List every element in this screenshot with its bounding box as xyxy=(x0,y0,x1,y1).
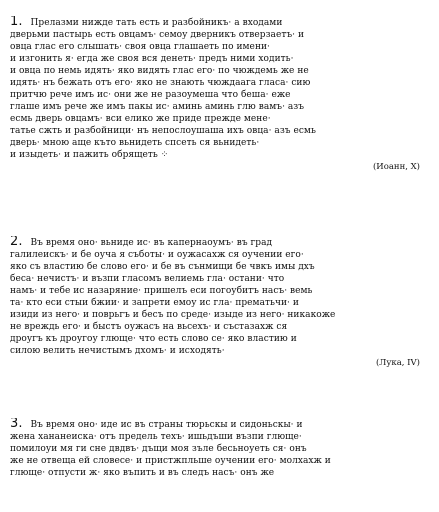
passage-number: 2. xyxy=(10,236,23,249)
passage-line: беса· нечистъ· и възпи гласомъ велиемь гла· остани· что xyxy=(10,274,285,284)
passage-reference: (Лука, IV) xyxy=(375,358,420,368)
passage-number: 3. xyxy=(10,418,23,431)
passage-line: дверьми пастырь есть овцамъ· семоу дверникъ отверзаетъ· и xyxy=(10,30,304,40)
passage-line: яко съ властию бе слово его· и бе въ сънмищи бе чвкъ имы дхъ xyxy=(10,262,315,272)
passage-line: 3. Въ время оно· иде ис въ страны тюрьскы и сидоньскы· и xyxy=(10,418,303,431)
passage-reference: (Иоанн, Х) xyxy=(372,162,420,172)
passage-line: есмь дверь овцамъ· вси елико же приде прежде мене· xyxy=(10,114,271,124)
passage-line: идять· нъ бежать отъ его· яко не знають чюждаага гласа· сию xyxy=(10,78,311,88)
passage-line: дроугъ къ дроугоу глюще· что есть слово се· яко властию и xyxy=(10,334,297,344)
passage-line: изиди из него· и поврьгъ и бесъ по среде· изыде из него· никакоже xyxy=(10,310,336,320)
passage-line: жена хананеиска· отъ предель техъ· ишьдъши възпи глюще· xyxy=(10,432,302,442)
passage-line: 2. Въ время оно· вьниде ис· въ капернаоумъ· въ град xyxy=(10,236,273,249)
passage-line: глюще· отпусти ж· яко въпить и въ следъ насъ· онъ же xyxy=(10,468,275,478)
passage-line: 1. Прелазми нижде тать есть и разбойникъ· а входами xyxy=(10,16,283,29)
passage-line: не вреждь его· и быстъ оужасъ на вьсехъ· и състазахж ся xyxy=(10,322,288,332)
passage-line: притчю рече имъ ис· они же не разоумеша что беша· еже xyxy=(10,90,291,100)
passage-line: и изыдеть· и пажить обрящеть ⁘ xyxy=(10,150,169,160)
passage-1 xyxy=(10,16,432,173)
passage-line: та· кто еси стыи бжии· и запрети емоу ис гла· прематьчи· и xyxy=(10,298,299,308)
passage-number: 1. xyxy=(10,16,23,29)
passage-3 xyxy=(10,418,432,479)
passage-line: глаше имъ рече же имъ пакы ис· аминь аминь глю вамъ· азъ xyxy=(10,102,305,112)
passage-line: галилеискъ· и бе оуча я съботы· и оужасахж ся оучении его· xyxy=(10,250,304,260)
passage-line: и овца по немь идять· яко видять глас его· по чюждемь же не xyxy=(10,66,309,76)
passage-line: же не отвеща ей словесе· и пристжпльше оучении его· молхахж и xyxy=(10,456,331,466)
passage-line: и изгонить я· егда же своя вся денеть· предъ ними ходить· xyxy=(10,54,294,64)
passage-line: овца глас его слышать· своя овца глашаеть по имени· xyxy=(10,42,270,52)
passage-2 xyxy=(10,236,432,369)
passage-line: помилоуи мя ги сне двдвъ· дъщи моя зъле бесьноуеть ся· онъ xyxy=(10,444,307,454)
passage-line: намъ· и тебе ис назаряние· пришелъ еси погоубитъ насъ· вемь xyxy=(10,286,313,296)
passage-line: дверь· мною аще къто вьнидеть спсеть ся вьнидеть· xyxy=(10,138,260,148)
passage-line: татье сжть и разбойници· нъ непослоушаша ихъ овца· азъ есмь xyxy=(10,126,316,136)
passage-line: силою велить нечистымъ дхомъ· и исходять· xyxy=(10,346,225,356)
